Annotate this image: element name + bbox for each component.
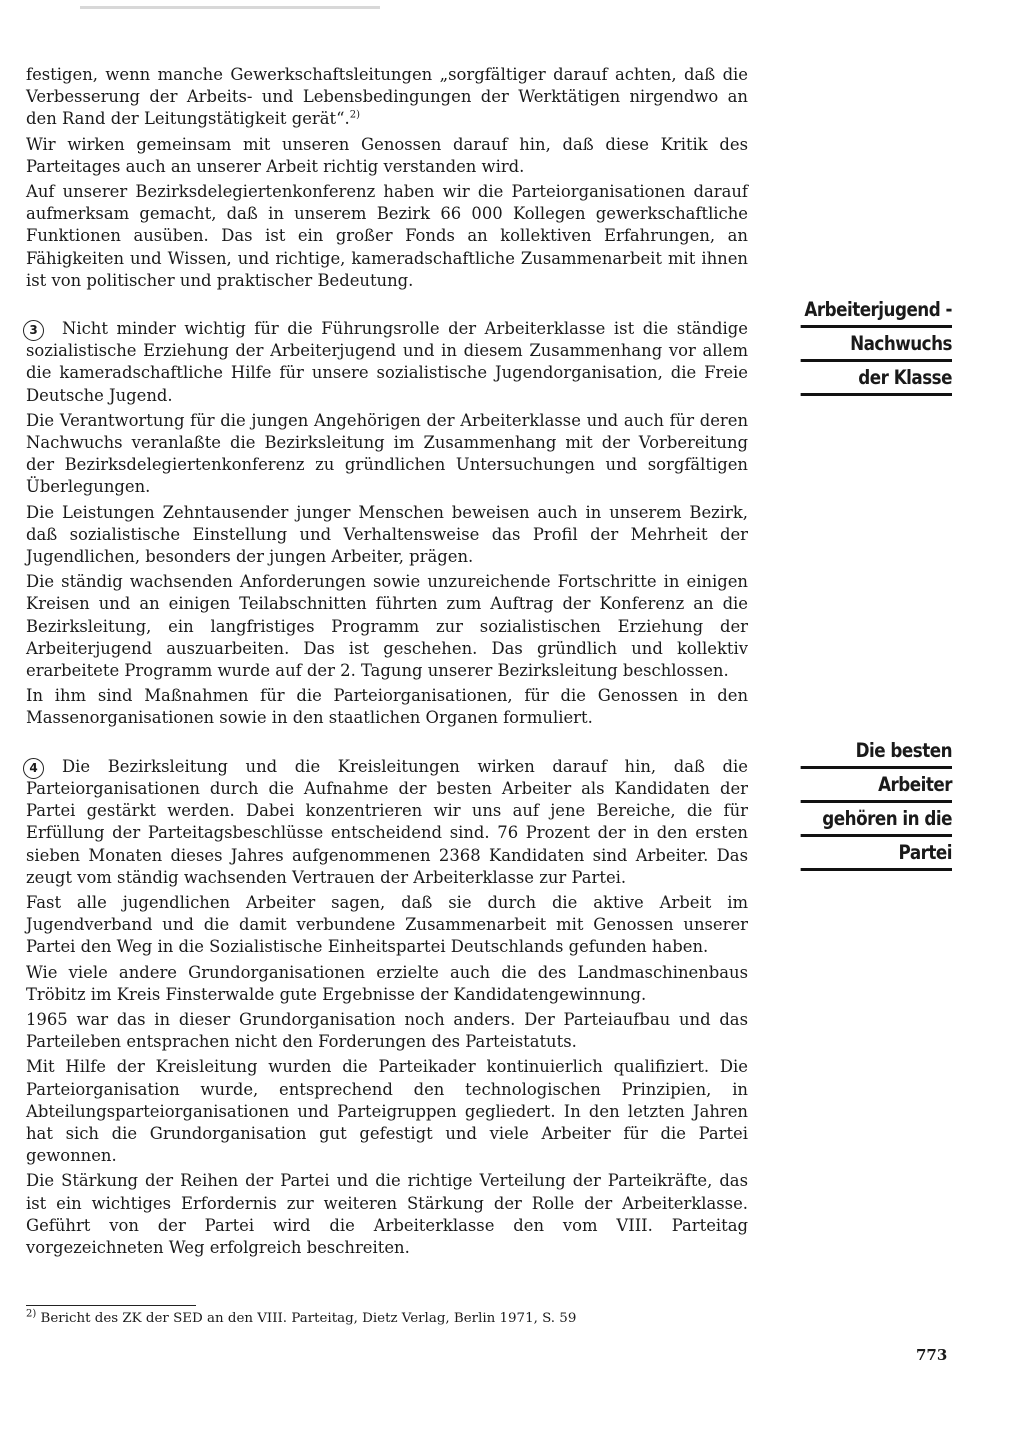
- section-number-badge: 4: [23, 758, 44, 779]
- margin-heading-line: Nachwuchs: [801, 328, 952, 362]
- margin-heading-line: Die besten: [801, 735, 952, 769]
- section-4-paragraph-5: Mit Hilfe der Kreisleitung wurden die Parteikader kontinuierlich qualifiziert. Die Parteiorganisation wurde, entsprechend den technologischen Prinzipien, in Abteilungsparteiorganisationen und Parteigruppen gegliedert. In den letzten Jahren hat sich die Grundorganisation gut gefestigt und viele Arbeiter für die Partei gewonnen.: [26, 1057, 748, 1166]
- section-3-paragraph-2: Die Verantwortung für die jungen Angehörigen der Arbeiterklasse und auch für deren Nachwuchs veranlaßte die Bezirksleitung im Zusammenhang mit der Vorbereitung der Bezirksdelegiertenkonferenz zu gründlichen Untersuchungen und sorgfältigen Überlegungen.: [26, 410, 748, 497]
- footnote-reference: 2): [349, 109, 360, 121]
- section-4-paragraph-4: 1965 war das in dieser Grundorganisation noch anders. Der Parteiaufbau und das Parteileben entsprachen nicht den Forderungen des Parteistatuts.: [26, 1009, 748, 1052]
- margin-heading-die-besten-arbeiter: [801, 735, 952, 871]
- section-4: [26, 756, 748, 1259]
- paragraph-intro-1: festigen, wenn manche Gewerkschaftsleitungen „sorgfältiger darauf achten, daß die Verbesserung der Arbeits- und Lebensbedingungen der Werktätigen nirgendwo an den Rand der Leitungstätigkeit gerät“.$^{2)}$: [26, 65, 748, 129]
- section-3-paragraph-3: Die Leistungen Zehntausender junger Menschen beweisen auch in unserem Bezirk, daß sozialistische Einstellung und Verhaltensweise das Profil der Mehrheit der Jugendlichen, besonders der jungen Arbeiter, prägen.: [26, 502, 748, 567]
- margin-heading-line: Partei: [801, 837, 952, 871]
- section-number-badge: 3: [23, 320, 44, 341]
- margin-heading-line: Arbeiter: [801, 769, 952, 803]
- section-4-paragraph-3: Wie viele andere Grundorganisationen erzielte auch die des Landmaschinenbaus Tröbitz im Kreis Finsterwalde gute Ergebnisse der Kandidatengewinnung.: [26, 962, 748, 1004]
- margin-heading-line: der Klasse: [801, 362, 952, 396]
- section-4-paragraph-1: Die Bezirksleitung und die Kreisleitungen wirken darauf hin, daß die Parteiorganisationen durch die Aufnahme der besten Arbeiter als Kandidaten der Partei gestärkt werden. Dabei konzentrieren wir uns auf jene Bereiche, die für Erfüllung der Parteitagsbeschlüsse entscheidend sind. 76 Prozent der in den ersten sieben Monaten dieses Jahres aufgenommenen 2368 Kandidaten sind Arbeiter. Das zeugt vom ständig wachsenden Vertrauen der Arbeiterklasse zur Partei.: [26, 756, 748, 887]
- footnote-text: Bericht des ZK der SED an den VIII. Parteitag, Dietz Verlag, Berlin 1971, S. 59: [40, 1311, 577, 1326]
- section-3-paragraph-5: In ihm sind Maßnahmen für die Parteiorganisationen, für die Genossen in den Massenorganisationen sowie in den staatlichen Organen formuliert.: [26, 686, 748, 728]
- section-4-paragraph-2: Fast alle jugendlichen Arbeiter sagen, daß sie durch die aktive Arbeit im Jugendverband und die damit verbundene Zusammenarbeit mit Genossen unserer Partei den Weg in die Sozialistische Einheitspartei Deutschlands gefunden haben.: [26, 892, 748, 957]
- paragraph-intro-2: Wir wirken gemeinsam mit unseren Genossen darauf hin, daß diese Kritik des Parteitages auch an unserer Arbeit richtig verstanden wird.: [26, 134, 748, 176]
- section-4-paragraph-6: Die Stärkung der Reihen der Partei und die richtige Verteilung der Parteikräfte, das ist ein wichtiges Erfordernis zur weiteren Stärkung der Rolle der Arbeiterklasse. Geführt von der Partei wird die Arbeiterklasse den vom VIII. Parteitag vorgezeichneten Weg erfolgreich beschreiten.: [26, 1171, 748, 1257]
- margin-heading-arbeiterjugend: [801, 294, 952, 396]
- page-number: 773: [916, 1346, 948, 1364]
- top-scan-line: [80, 6, 380, 9]
- margin-heading-line: gehören in die: [801, 803, 952, 837]
- footnote: [26, 1310, 746, 1328]
- footnote-divider: [26, 1305, 196, 1306]
- margin-heading-line: Arbeiterjugend -: [801, 294, 952, 328]
- paragraph-intro-3: Auf unserer Bezirksdelegiertenkonferenz haben wir die Parteiorganisationen darauf aufmerksam gemacht, daß in unserem Bezirk 66 000 Kollegen gewerkschaftliche Funktionen ausüben. Das ist ein großer Fonds an kollektiven Erfahrungen, an Fähigkeiten und Wissen, und richtige, kameradschaftliche Zusammenarbeit mit ihnen ist von politischer und praktischer Bedeutung.: [26, 182, 748, 290]
- section-3: [26, 318, 748, 730]
- footnote-marker: 2): [26, 1308, 37, 1320]
- section-3-paragraph-4: Die ständig wachsenden Anforderungen sowie unzureichende Fortschritte in einigen Kreisen und an einigen Teilabschnitten führten zum Auftrag der Konferenz an die Bezirksleitung, ein langfristiges Programm zur sozialistischen Erziehung der Arbeiterjugend auszuarbeiten. Das ist geschehen. Das gründlich und kollektiv erarbeitete Programm wurde auf der 2. Tagung unserer Bezirksleitung beschlossen.: [26, 572, 748, 681]
- main-text-column: [26, 64, 748, 1262]
- section-3-paragraph-1: Nicht minder wichtig für die Führungsrolle der Arbeiterklasse ist die ständige sozialistische Erziehung der Arbeiterjugend und in diesem Zusammenhang vor allem die kameradschaftliche Hilfe für unsere sozialistische Jugendorganisation, die Freie Deutsche Jugend.: [26, 319, 748, 405]
